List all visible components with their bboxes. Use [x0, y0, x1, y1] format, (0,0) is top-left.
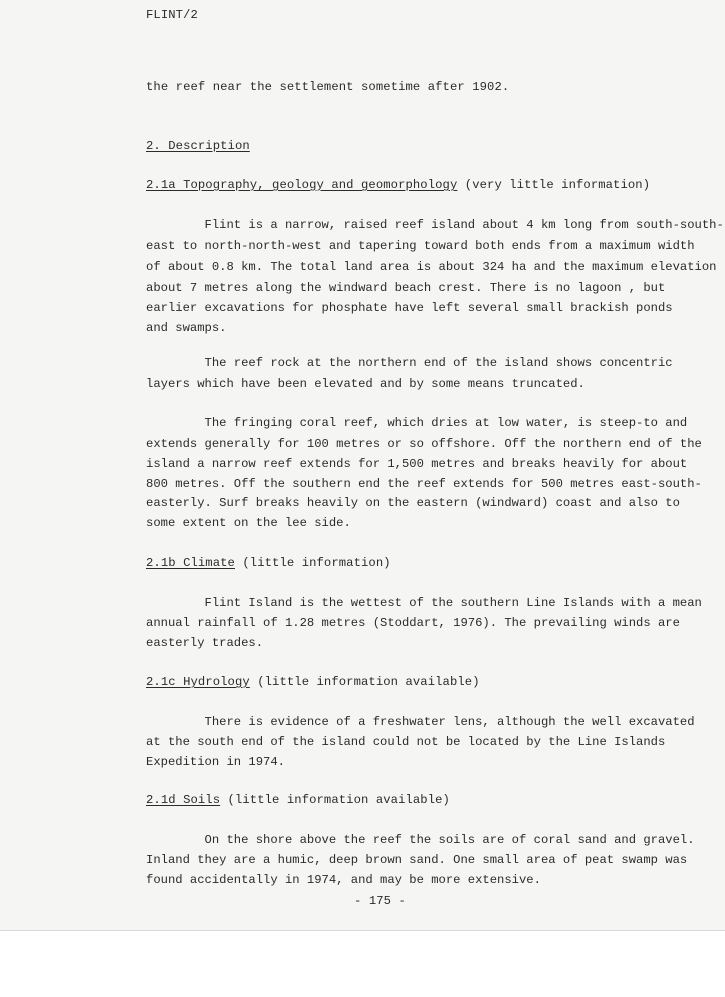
- paragraph-line: extends generally for 100 metres or so offshore. Off the northern end of the: [146, 437, 702, 451]
- paragraph-line: of about 0.8 km. The total land area is about 324 ha and the maximum elevation: [146, 260, 717, 274]
- subsection-heading-title: 2.1b Climate: [146, 556, 235, 570]
- paragraph-line: easterly trades.: [146, 636, 264, 650]
- paragraph-line: On the shore above the reef the soils are of coral sand and gravel.: [146, 833, 695, 847]
- paragraph-line: 800 metres. Off the southern end the reef extends for 500 metres east-south-: [146, 477, 702, 491]
- paragraph-line: Flint is a narrow, raised reef island about 4 km long from south-south-: [146, 218, 724, 232]
- paragraph-line: some extent on the lee side.: [146, 516, 351, 530]
- page-number: - 175 -: [354, 894, 406, 908]
- subsection-heading-title: 2.1a Topography, geology and geomorphology: [146, 178, 458, 192]
- subsection-heading-title: 2.1d Soils: [146, 793, 221, 807]
- paragraph-line: There is evidence of a freshwater lens, although the well excavated: [146, 715, 695, 729]
- section-title: 2. Description: [146, 139, 250, 153]
- scan-bottom-margin: [0, 930, 725, 997]
- paragraph-line: about 7 metres along the windward beach crest. There is no lagoon , but: [146, 281, 666, 295]
- paragraph-line: layers which have been elevated and by some means truncated.: [146, 377, 585, 391]
- page-header-ref: FLINT/2: [146, 8, 198, 22]
- paragraph-line: Inland they are a humic, deep brown sand. One small area of peat swamp was: [146, 853, 688, 867]
- paragraph-line: Expedition in 1974.: [146, 755, 285, 769]
- paragraph-line: earlier excavations for phosphate have left several small brackish ponds: [146, 301, 673, 315]
- subsection-heading-note: (little information available): [220, 793, 450, 807]
- subsection-heading: [146, 178, 650, 192]
- subsection-heading-note: (little information): [234, 556, 391, 570]
- subsection-heading-note: (little information available): [249, 675, 480, 689]
- paragraph-line: The fringing coral reef, which dries at low water, is steep-to and: [146, 416, 688, 430]
- subsection-heading-note: (very little information): [457, 178, 651, 192]
- subsection-heading: [146, 556, 391, 570]
- paragraph-line: island a narrow reef extends for 1,500 metres and breaks heavily for about: [146, 457, 688, 471]
- paragraph-line: easterly. Surf breaks heavily on the eastern (windward) coast and also to: [146, 496, 680, 510]
- paragraph-line: and swamps.: [146, 321, 227, 335]
- intro-line: the reef near the settlement sometime after 1902.: [146, 80, 510, 94]
- paragraph-line: at the south end of the island could not be located by the Line Islands: [146, 735, 666, 749]
- paragraph-line: found accidentally in 1974, and may be more extensive.: [146, 873, 541, 887]
- paragraph-line: Flint Island is the wettest of the southern Line Islands with a mean: [146, 596, 702, 610]
- subsection-heading: [146, 793, 450, 807]
- subsection-heading-title: 2.1c Hydrology: [146, 675, 250, 689]
- paragraph-line: annual rainfall of 1.28 metres (Stoddart, 1976). The prevailing winds are: [146, 616, 680, 630]
- paragraph-line: east to north-north-west and tapering toward both ends from a maximum width: [146, 239, 695, 253]
- subsection-heading: [146, 675, 480, 689]
- paragraph-line: The reef rock at the northern end of the island shows concentric: [146, 356, 673, 370]
